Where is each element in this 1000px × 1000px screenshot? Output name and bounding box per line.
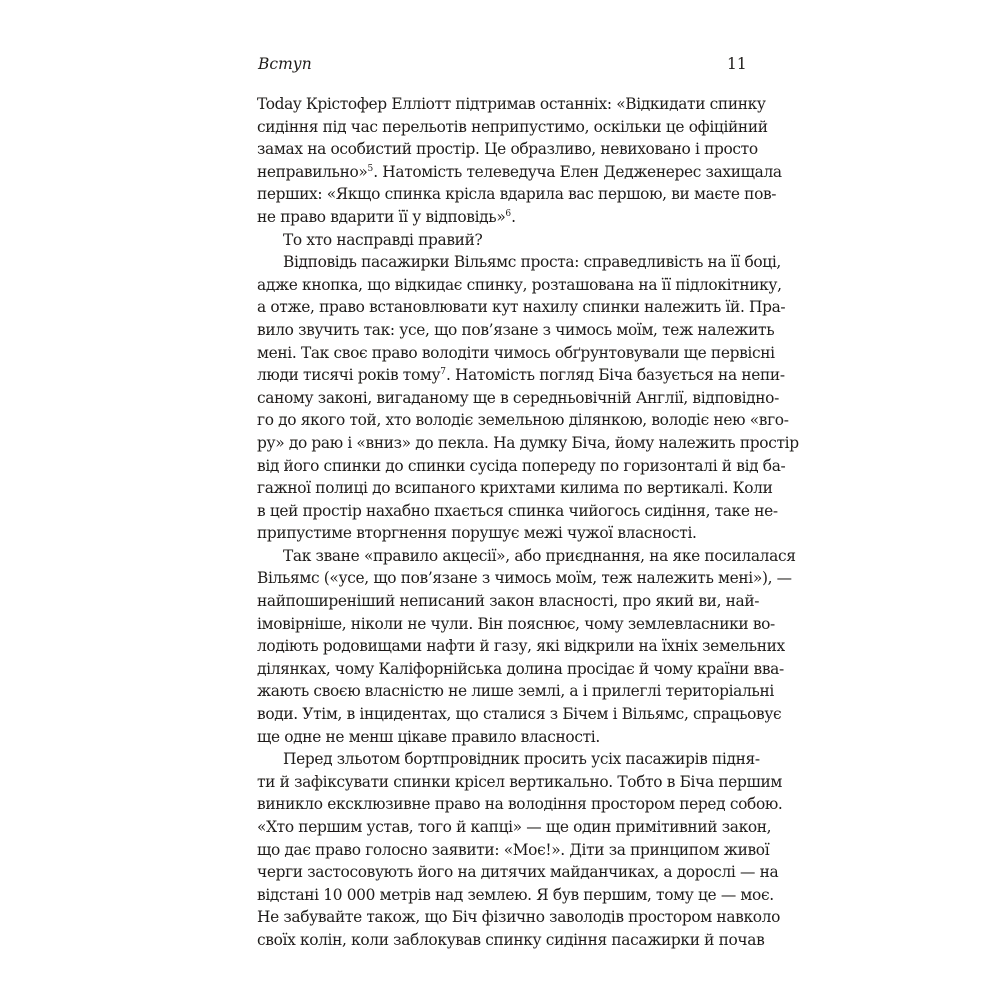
line-text: не право вдарити її у відповідь» (257, 207, 506, 226)
line-text: ти й зафіксувати спинки крісел вертикально. Тобто в Біча першим (257, 772, 782, 791)
text-line (257, 839, 770, 862)
line-text: Так зване «правило акцесії», або приєднання, на яке посилалася (283, 546, 796, 565)
line-text-after: . Натомість погляд Біча базується на непи- (445, 366, 785, 385)
line-text: Вільямс («усе, що пов’язане з чимось моїм, теж належить мені»), — (257, 569, 792, 588)
text-line (257, 635, 785, 658)
text-line (257, 183, 777, 206)
line-text: неправильно» (257, 162, 368, 181)
text-line (257, 771, 782, 794)
line-text: в цей простір нахабно пхається спинка чийогось сидіння, таке не- (257, 501, 778, 520)
line-text: «Хто першим устав, того й капці» — ще один примітивний закон, (257, 818, 772, 836)
text-line (257, 206, 740, 229)
line-text: перших: «Якщо спинка крісла вдарила вас першою, ви маєте пов- (257, 185, 777, 204)
running-head: Вступ (258, 55, 312, 73)
text-line (257, 274, 782, 297)
footnote-ref[interactable]: 6 (505, 208, 512, 219)
line-text: ру» до раю і «вниз» до пекла. На думку Біча, йому належить простір (257, 433, 799, 452)
line-text: жають своєю власністю не лише землі, а і прилеглі територіальні (257, 682, 774, 701)
line-text: То хто насправді правий? (283, 230, 483, 249)
line-text-after: . Натомість телеведуча Елен Дедженерес захищала (373, 162, 782, 181)
text-line (257, 703, 782, 726)
text-line (257, 861, 779, 884)
line-text: черги застосовують його на дитячих майданчиках, а дорослі — на (257, 863, 779, 882)
text-line (257, 387, 779, 410)
line-text: ділянках, чому Каліфорнійська долина просідає й чому країни вва- (257, 659, 784, 678)
line-text: люди тисячі років тому (257, 366, 441, 385)
line-text: виникло ексклюзивне право на володіння простором перед собою. (257, 795, 783, 814)
line-text: імовірніше, ніколи не чули. Він пояснює, чому землевласники во- (257, 614, 775, 633)
text-line (257, 409, 789, 432)
line-text: замах на особистий простір. Це образливо, невиховано і просто (257, 140, 758, 159)
text-line (257, 726, 740, 749)
text-line (257, 613, 775, 636)
line-text: лодіють родовищами нафти й газу, які відкрили на їхніх земельних (257, 637, 785, 656)
text-line (257, 364, 785, 387)
text-line (257, 793, 783, 816)
text-line (257, 93, 766, 116)
text-line (257, 929, 765, 952)
line-text: сидіння під час перельотів неприпустимо, оскільки це офіційний (257, 117, 768, 136)
line-text: саному законі, вигаданому ще в середньовічній Англії, відповідно- (257, 388, 779, 407)
line-text: вило звучить так: усе, що пов’язане з чимось моїм, теж належить (257, 320, 775, 339)
text-line (257, 251, 781, 274)
text-line (257, 680, 774, 703)
line-text-after: . (511, 207, 516, 226)
body-text (257, 93, 799, 952)
text-line (257, 500, 778, 523)
line-text: відстані 10 000 метрів над землею. Я був першим, тому це — моє. (257, 885, 774, 904)
text-line (257, 748, 760, 771)
text-line (257, 138, 758, 161)
text-line (257, 432, 799, 455)
text-line (257, 296, 786, 319)
footnote-ref[interactable]: 7 (440, 367, 446, 378)
text-line (257, 590, 760, 613)
text-line (257, 658, 784, 681)
text-line (257, 545, 796, 568)
text-line (257, 567, 792, 590)
text-line (257, 906, 781, 929)
text-line (257, 319, 775, 342)
line-text: мені. Так своє право володіти чимось обґрунтовували ще первісні (257, 343, 775, 362)
line-text: адже кнопка, що відкидає спинку, розташована на її підлокітнику, (257, 275, 782, 294)
text-line (257, 816, 772, 839)
line-text: найпоширеніший неписаний закон власності, про який ви, най- (257, 592, 760, 611)
line-text: своїх колін, коли заблокував спинку сидіння пасажирки й почав (257, 930, 765, 949)
footnote-ref[interactable]: 5 (367, 163, 374, 174)
text-line (257, 342, 775, 365)
line-text: води. Утім, в інцидентах, що сталися з Бічем і Вільямс, спрацьовує (257, 705, 782, 724)
text-line (257, 477, 773, 500)
line-text: гажної полиці до всипаного крихтами килима по вертикалі. Коли (257, 479, 773, 498)
text-line (257, 522, 740, 545)
line-text: від його спинки до спинки сусіда попереду по горизонталі й від ба- (257, 456, 786, 475)
page-number: 11 (727, 55, 747, 73)
line-text: Відповідь пасажирки Вільямс проста: справедливість на її боці, (283, 253, 781, 272)
text-line (257, 884, 774, 907)
text-line (257, 116, 768, 139)
line-text: Не забувайте також, що Біч фізично заволодів простором навколо (257, 908, 781, 927)
line-text: а отже, право встановлювати кут нахилу спинки належить їй. Пра- (257, 298, 786, 317)
line-text: го до якого той, хто володіє земельною ділянкою, володіє нею «вго- (257, 411, 789, 430)
line-text: що дає право голосно заявити: «Моє!». Діти за принципом живої (257, 840, 770, 859)
line-text: ще одне не менш цікаве правило власності. (257, 727, 600, 746)
text-line (257, 229, 740, 252)
text-line (257, 455, 786, 478)
line-text: припустиме вторгнення порушує межі чужої власності. (257, 524, 697, 543)
line-text: Перед зльотом бортпровідник просить усіх пасажирів підня- (283, 750, 760, 769)
text-line (257, 161, 782, 184)
line-text: Today Крістофер Елліотт підтримав останніх: «Відкидати спинку (257, 95, 766, 113)
